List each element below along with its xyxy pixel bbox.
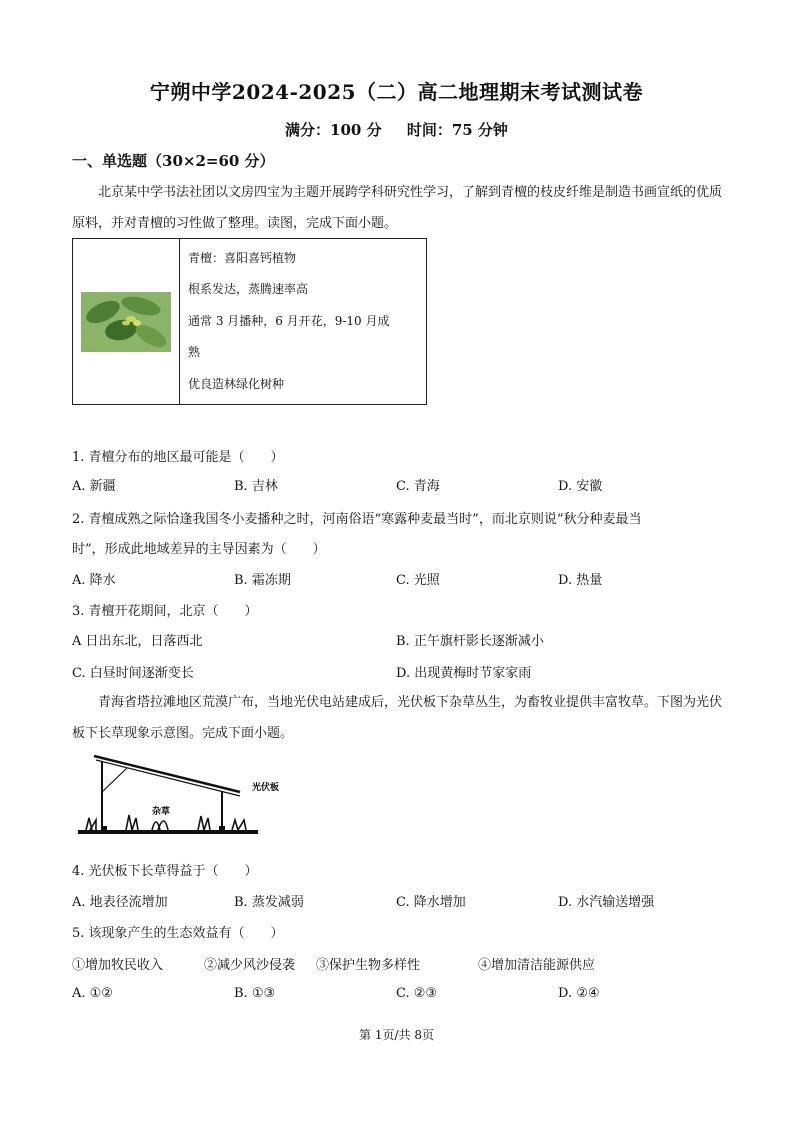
page-footer: 第 1页/共 8页: [359, 1028, 434, 1042]
question-1-stem: 1. 青檀分布的地区最可能是（ ）: [72, 450, 284, 465]
question-4-option-d[interactable]: D. 水汽输送增强: [558, 895, 655, 910]
question-5-item-4: ④增加清洁能源供应: [478, 958, 596, 973]
question-5-item-3: ③保护生物多样性: [316, 958, 421, 973]
info-line: 熟: [188, 345, 201, 360]
question-2-stem-line1: 2. 青檀成熟之际恰逢我国冬小麦播种之时，河南俗语“寒露种麦最当时”，而北京则说“秋分种麦最当: [72, 512, 642, 527]
grass-label: 杂草: [152, 807, 171, 817]
page-title: 宁朔中学2024-2025（二）高二地理期末考试测试卷: [149, 80, 644, 104]
question-2-option-b[interactable]: B. 霜冻期: [234, 573, 291, 588]
question-3-option-c[interactable]: C. 白昼时间逐渐变长: [72, 666, 194, 681]
question-5-item-1: ①增加牧民收入: [72, 958, 164, 973]
question-4-stem: 4. 光伏板下长草得益于（ ）: [72, 864, 258, 879]
question-5-option-c[interactable]: C. ②③: [396, 986, 438, 1001]
section-heading: 一、单选题（30×2=60 分）: [72, 152, 275, 170]
image-cell: [73, 239, 180, 405]
question-5-item-2: ②减少风沙侵袭: [204, 958, 296, 973]
question-3-option-b[interactable]: B. 正午旗杆影长逐渐减小: [396, 634, 544, 649]
question-1-option-b[interactable]: B. 吉林: [234, 479, 278, 494]
question-4-option-c[interactable]: C. 降水增加: [396, 895, 466, 910]
info-text-cell: [180, 239, 427, 405]
question-4-option-a[interactable]: A. 地表径流增加: [72, 895, 168, 910]
passage-1: 北京某中学书法社团以文房四宝为主题开展跨学科研究性学习，了解到青檀的枝皮纤维是制造书画宣纸的优质原料，并对青檀的习性做了整理。读图，完成下面小题。: [72, 185, 723, 231]
question-2-stem-line2: 时”，形成此地域差异的主导因素为（ ）: [72, 542, 326, 557]
score-text: 满分：100 分: [285, 121, 382, 139]
info-line: 通常 3 月播种，6 月开花，9-10 月成: [188, 313, 390, 328]
exam-meta: [0, 119, 793, 140]
info-line: 优良造林绿化树种: [188, 376, 285, 391]
question-2-option-d[interactable]: D. 热量: [558, 573, 603, 588]
info-line: 根系发达，蒸腾速率高: [188, 282, 309, 297]
question-5-option-d[interactable]: D. ②④: [558, 986, 600, 1001]
photovoltaic-figure: [72, 752, 302, 842]
question-5-stem: 5. 该现象产生的生态效益有（ ）: [72, 926, 284, 941]
question-4-option-b[interactable]: B. 蒸发减弱: [234, 895, 304, 910]
leaf-photo-icon: [81, 292, 171, 352]
question-1-option-d[interactable]: D. 安徽: [558, 479, 603, 494]
question-3-option-d[interactable]: D. 出现黄梅时节家家雨: [396, 666, 532, 681]
question-3-stem: 3. 青檀开花期间，北京（ ）: [72, 604, 258, 619]
passage-2: 青海省塔拉滩地区荒漠广布，当地光伏电站建成后，光伏板下杂草丛生，为畜牧业提供丰富牧草。下图为光伏板下长草现象示意图。完成下面小题。: [72, 695, 723, 741]
info-line: 青檀：喜阳喜钙植物: [188, 250, 297, 265]
panel-label: 光伏板: [252, 783, 280, 793]
question-1-option-c[interactable]: C. 青海: [396, 479, 440, 494]
question-2-option-c[interactable]: C. 光照: [396, 573, 440, 588]
question-1-option-a[interactable]: A. 新疆: [72, 479, 116, 494]
question-3-option-a[interactable]: A 日出东北，日落西北: [72, 634, 203, 649]
time-text: 时间：75 分钟: [406, 121, 508, 139]
question-2-option-a[interactable]: A. 降水: [72, 573, 116, 588]
info-table: [72, 238, 427, 405]
question-5-option-a[interactable]: A. ①②: [72, 986, 113, 1001]
question-5-option-b[interactable]: B. ①③: [234, 986, 276, 1001]
